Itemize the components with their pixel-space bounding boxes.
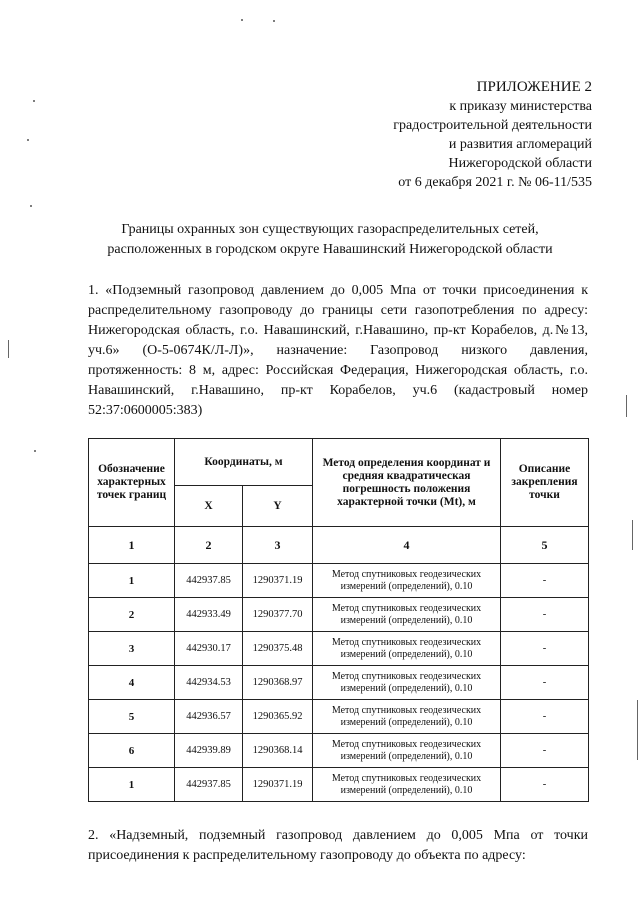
table-row — [89, 734, 589, 768]
cell-description: - — [501, 598, 589, 632]
cell-x: 442937.85 — [175, 564, 243, 598]
table-row — [89, 632, 589, 666]
scan-speck — [30, 205, 32, 207]
appendix-header — [292, 78, 592, 192]
appendix-line: от 6 декабря 2021 г. № 06-11/535 — [398, 175, 592, 190]
column-number: 2 — [175, 527, 243, 564]
appendix-line: Нижегородской области — [448, 156, 592, 171]
cell-y: 1290365.92 — [243, 700, 313, 734]
scan-speck — [33, 100, 35, 102]
header-y: Y — [243, 486, 313, 527]
table-row — [89, 666, 589, 700]
header-description: Описание закрепления точки — [501, 439, 589, 527]
cell-y: 1290375.48 — [243, 632, 313, 666]
scan-speck — [34, 450, 36, 452]
cell-point: 4 — [89, 666, 175, 700]
column-number: 3 — [243, 527, 313, 564]
appendix-line: и развития агломераций — [448, 137, 592, 152]
cell-y: 1290368.14 — [243, 734, 313, 768]
scan-edge-line — [632, 520, 633, 550]
cell-description: - — [501, 700, 589, 734]
cell-description: - — [501, 768, 589, 802]
header-coordinates: Координаты, м — [175, 439, 313, 486]
column-number-row — [89, 527, 589, 564]
header-point: Обозначение характерных точек границ — [89, 439, 175, 527]
cell-y: 1290377.70 — [243, 598, 313, 632]
table-row — [89, 564, 589, 598]
object-description-paragraph-2: 2. «Надземный, подземный газопровод давлением до 0,005 Мпа от точки присоединения к распределительному газопроводу до объекта по адресу: — [88, 828, 588, 863]
cell-method: Метод спутниковых геодезических измерений (определений), 0.10 — [313, 632, 501, 666]
cell-method: Метод спутниковых геодезических измерений (определений), 0.10 — [313, 700, 501, 734]
cell-point: 2 — [89, 598, 175, 632]
scan-edge-line — [8, 340, 9, 358]
appendix-line: градостроительной деятельности — [393, 118, 592, 133]
column-number: 5 — [501, 527, 589, 564]
column-number: 1 — [89, 527, 175, 564]
coordinates-table — [88, 438, 589, 802]
scan-edge-line — [637, 700, 638, 760]
scan-speck — [273, 20, 275, 22]
column-number: 4 — [313, 527, 501, 564]
cell-x: 442939.89 — [175, 734, 243, 768]
cell-point: 6 — [89, 734, 175, 768]
scan-edge-line — [626, 395, 627, 417]
cell-method: Метод спутниковых геодезических измерений (определений), 0.10 — [313, 768, 501, 802]
appendix-line: к приказу министерства — [449, 99, 592, 114]
cell-description: - — [501, 564, 589, 598]
cell-x: 442937.85 — [175, 768, 243, 802]
cell-method: Метод спутниковых геодезических измерений (определений), 0.10 — [313, 734, 501, 768]
table-row — [89, 700, 589, 734]
cell-x: 442936.57 — [175, 700, 243, 734]
cell-point: 1 — [89, 564, 175, 598]
object-description-paragraph: 1. «Подземный газопровод давлением до 0,005 Мпа от точки присоединения к распределительному газопроводу до границы сети газопотребления по адресу: Нижегородская область, г.о. Навашинский, г.Навашино, пр-кт Корабелов, д.№13, уч.6» (О-5-0674К/Л-Л)», назначение: Газопровод низкого давления, протяженность: 8 м, адрес: Российская Федерация, Нижегородская область, г.о. Навашинский, г.Навашино, пр-кт Корабелов, уч.6 (кадастровый номер 52:37:0600005:383) — [88, 283, 588, 418]
header-method: Метод определения координат и средняя квадратическая погрешность положения характерной точки (Mt), м — [313, 439, 501, 527]
cell-description: - — [501, 666, 589, 700]
cell-method: Метод спутниковых геодезических измерений (определений), 0.10 — [313, 598, 501, 632]
cell-x: 442933.49 — [175, 598, 243, 632]
cell-y: 1290371.19 — [243, 768, 313, 802]
cell-method: Метод спутниковых геодезических измерений (определений), 0.10 — [313, 564, 501, 598]
document-title — [60, 220, 600, 260]
scan-speck — [241, 19, 243, 21]
cell-x: 442934.53 — [175, 666, 243, 700]
table-row — [89, 598, 589, 632]
cell-method: Метод спутниковых геодезических измерений (определений), 0.10 — [313, 666, 501, 700]
cell-point: 1 — [89, 768, 175, 802]
table-row — [89, 768, 589, 802]
header-x: X — [175, 486, 243, 527]
cell-description: - — [501, 734, 589, 768]
cell-point: 5 — [89, 700, 175, 734]
cell-description: - — [501, 632, 589, 666]
cell-y: 1290371.19 — [243, 564, 313, 598]
document-title-line: Границы охранных зон существующих газораспределительных сетей, — [121, 222, 539, 237]
cell-x: 442930.17 — [175, 632, 243, 666]
cell-y: 1290368.97 — [243, 666, 313, 700]
appendix-title: ПРИЛОЖЕНИЕ 2 — [476, 79, 592, 95]
document-title-line: расположенных в городском округе Навашинский Нижегородской области — [107, 242, 553, 257]
cell-point: 3 — [89, 632, 175, 666]
scan-speck — [27, 139, 29, 141]
